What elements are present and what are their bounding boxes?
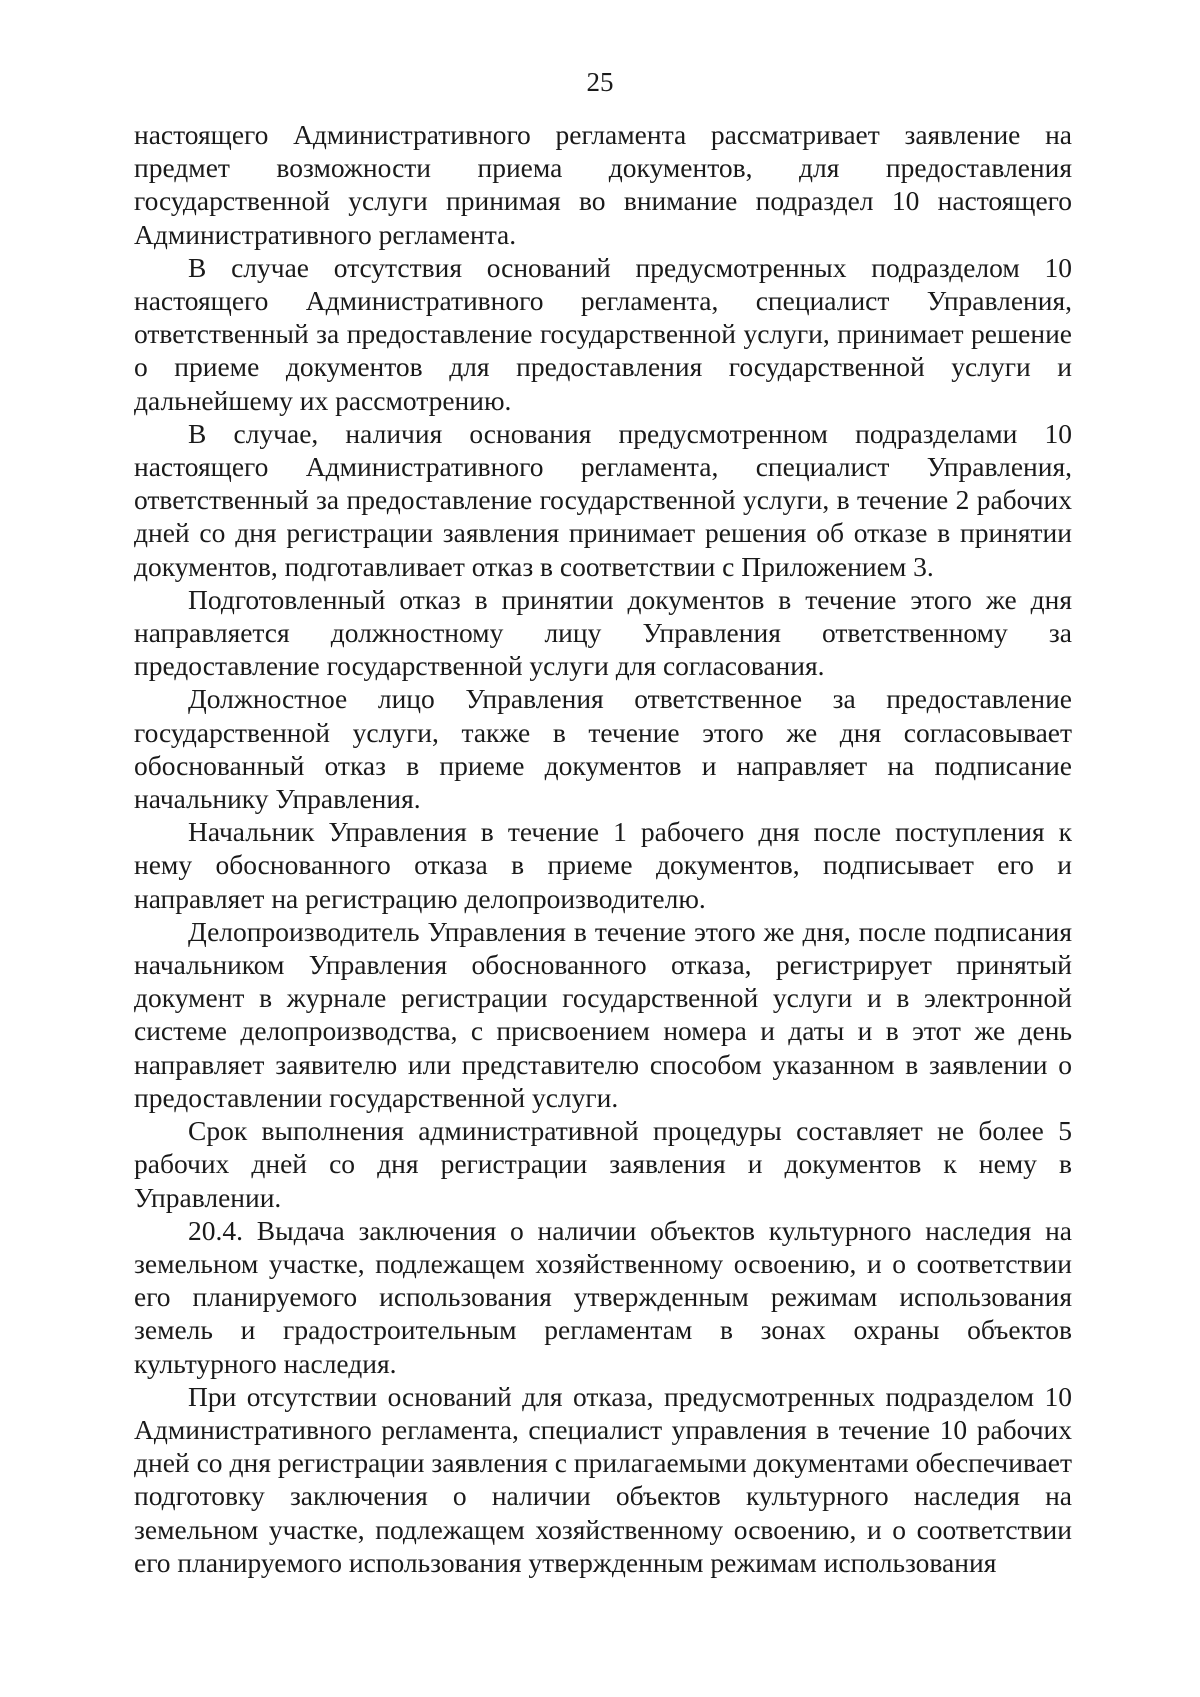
paragraph: В случае, наличия основания предусмотренном подразделами 10 настоящего Административного регламента, специалист Управления, ответственный за предоставление государственной услуги, в течение 2 рабочих дней со дня регистрации заявления принимает решения об отказе в принятии документов, подготавливает отказ в соответствии с Приложением 3.	[134, 417, 1072, 582]
paragraph: При отсутствии оснований для отказа, предусмотренных подразделом 10 Административного регламента, специалист управления в течение 10 рабочих дней со дня регистрации заявления с прилагаемыми документами обеспечивает подготовку заключения о наличии объектов культурного наследия на земельном участке, подлежащем хозяйственному освоению, и о соответствии его планируемого использования утвержденным режимам использования	[134, 1380, 1072, 1578]
paragraph: Начальник Управления в течение 1 рабочего дня после поступления к нему обоснованного отказа в приеме документов, подписывает его и направляет на регистрацию делопроизводителю.	[134, 816, 1072, 914]
paragraph: Срок выполнения административной процедуры составляет не более 5 рабочих дней со дня регистрации заявления и документов к нему в Управлении.	[134, 1115, 1072, 1213]
paragraph: В случае отсутствия оснований предусмотренных подразделом 10 настоящего Административного регламента, специалист Управления, ответственный за предоставление государственной услуги, принимает решение о приеме документов для предоставления государственной услуги и дальнейшему их рассмотрению.	[134, 251, 1072, 416]
paragraph: настоящего Административного регламента рассматривает заявление на предмет возможности приема документов, для предоставления государственной услуги принимая во внимание подраздел 10 настоящего Административного регламента.	[134, 119, 1072, 250]
page-number: 25	[586, 67, 614, 97]
paragraph: Должностное лицо Управления ответственное за предоставление государственной услуги, также в течение этого же дня согласовывает обоснованный отказ в приеме документов и направляет на подписание начальнику Управления.	[134, 683, 1072, 815]
paragraph: Подготовленный отказ в принятии документов в течение этого же дня направляется должностному лицу Управления ответственному за предоставление государственной услуги для согласования.	[134, 583, 1072, 682]
section-heading-paragraph: 20.4. Выдача заключения о наличии объектов культурного наследия на земельном участке, подлежащем хозяйственному освоению, и о соответствии его планируемого использования утвержденным режимам использования земель и градостроительным регламентам в зонах охраны объектов культурного наследия.	[134, 1214, 1072, 1379]
document-body	[134, 118, 1072, 1579]
paragraph: Делопроизводитель Управления в течение этого же дня, после подписания начальником Управления обоснованного отказа, регистрирует принятый документ в журнале регистрации государственной услуги и в электронной системе делопроизводства, с присвоением номера и даты и в этот же день направляет заявителю или представителю способом указанном в заявлении о предоставлении государственной услуги.	[134, 915, 1072, 1113]
